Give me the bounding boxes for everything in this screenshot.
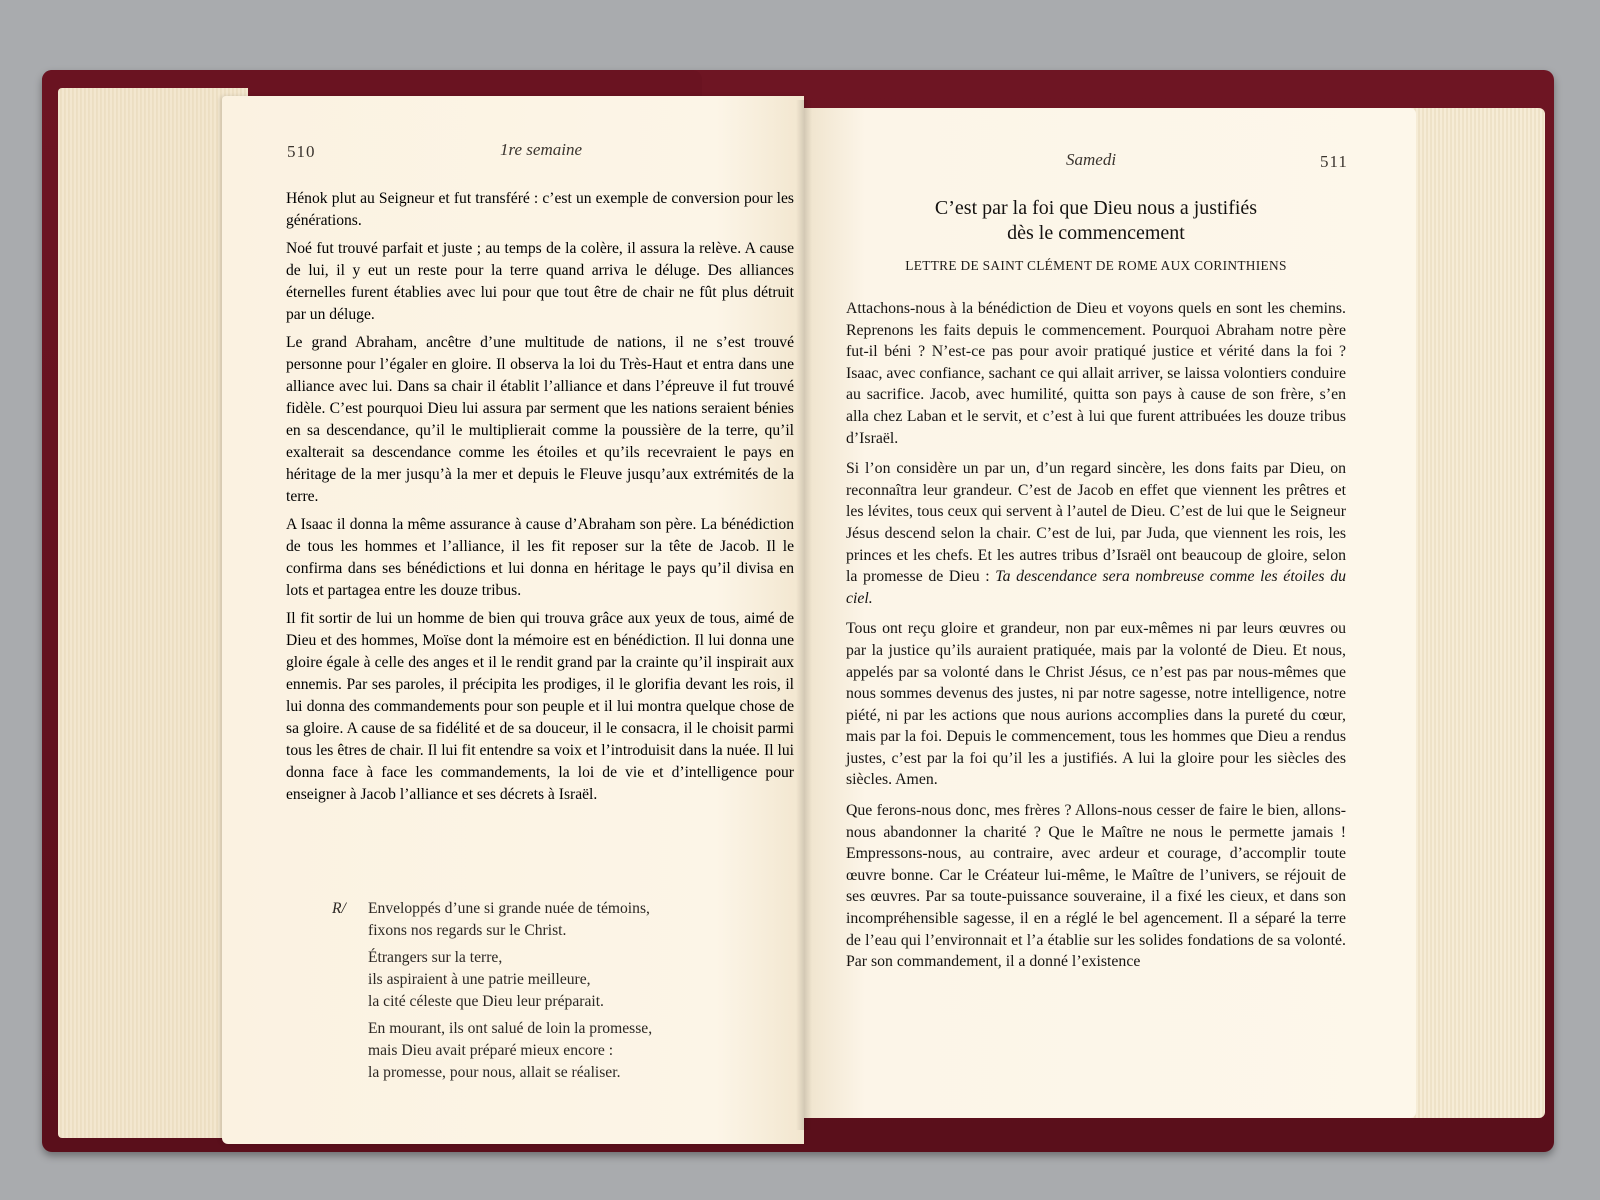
- left-page-number: 510: [287, 142, 316, 161]
- left-page-text: [286, 188, 794, 812]
- right-page-text: [846, 298, 1346, 982]
- responsory-line: mais Dieu avait préparé mieux encore :: [368, 1042, 614, 1059]
- paragraph: Il fit sortir de lui un homme de bien qui trouva grâce aux yeux de tous, aimé de Dieu et des hommes, Moïse dont la mémoire est en bénédiction. Il lui donna une gloire égale à celle des anges et il le rendit grand par la crainte qu’il inspirait aux ennemis. Par ses paroles, il précipita les prodiges, il le glorifia devant les rois, il lui donna des commandements pour son peuple et il lui montra quelque chose de sa gloire. A cause de sa fidélité et de sa douceur, il le consacra, il le choisit parmi tous les êtres de chair. Il lui fit entendre sa voix et l’introduisit dans la nuée. Il lui donna face à face les commandements, la loi de vie et d’intelligence pour enseigner à Jacob l’alliance et ses décrets à Israël.: [286, 610, 794, 803]
- paragraph-text: Si l’on considère un par un, d’un regard sincère, les dons faits par Dieu, on reconnaîtra leur grandeur. C’est de Jacob en effet que viennent les prêtres et les lévites, tous ceux qui servent à l’autel de Dieu. C’est de lui que le Seigneur Jésus descend selon la chair. C’est de lui, par Juda, que viennent les rois, les princes et les chefs. Et les autres tribus d’Israël ont beaucoup de gloire, selon la promesse de Dieu :: [846, 460, 1346, 586]
- responsory-symbol: R/: [332, 900, 346, 917]
- book-gutter: [796, 100, 812, 1130]
- article-title: [846, 196, 1346, 246]
- responsory-line: Enveloppés d’une si grande nuée de témoins,: [368, 900, 650, 917]
- responsory-stanza: [368, 947, 772, 1013]
- paragraph: Hénok plut au Seigneur et fut transféré : c’est un exemple de conversion pour les générations.: [286, 190, 794, 229]
- page-edges-left: [58, 88, 248, 1138]
- article-title-line: C’est par la foi que Dieu nous a justifiés: [934, 197, 1258, 219]
- paragraph: Que ferons-nous donc, mes frères ? Allons-nous cesser de faire le bien, allons-nous abandonner la charité ? Que le Maître ne nous le permette jamais ! Empressons-nous, au contraire, avec ardeur et courage, d’accomplir toute œuvre bonne. Car le Créateur lui-même, le Maître de l’univers, se réjouit de ses œuvres. Par sa toute-puissance souveraine, il a fixé les cieux, et dans son incompréhensible sagesse, il en a réglé le bel agencement. Il a séparé la terre de l’eau qui l’environnait et l’a établie sur les solides fondations de sa volonté. Par son commandement, il a donné l’existence: [846, 802, 1346, 971]
- responsory-stanza: [368, 898, 772, 942]
- paragraph: Tous ont reçu gloire et grandeur, non par eux-mêmes ni par leurs œuvres ou par la justice qu’ils auraient pratiquée, mais par la volonté de Dieu. Et nous, appelés par sa volonté dans le Christ Jésus, ce n’est pas par nous-mêmes que nous sommes devenus des justes, ni par notre sagesse, notre intelligence, notre piété, ni par les actions que nous aurions accomplies dans la pureté du cœur, mais par la foi. Depuis le commencement, tous les hommes que Dieu a rendus justes, c’est par la foi qu’il les a justifiés. A lui la gloire pour les siècles des siècles. Amen.: [846, 620, 1346, 789]
- paragraph: [846, 458, 1346, 609]
- paragraph: Le grand Abraham, ancêtre d’une multitude de nations, il ne s’est trouvé personne pour l’égaler en gloire. Il observa la loi du Très-Haut et entra dans une alliance avec lui. Dans sa chair il établit l’alliance et dans l’épreuve il fut trouvé fidèle. C’est pourquoi Dieu lui assura par serment que les nations seraient bénies en sa descendance, qu’il le multiplierait comme la poussière de la terre, qu’il exalterait sa descendance comme les étoiles et qu’ils recevraient le pays en héritage de la mer jusqu’à la mer et depuis le Fleuve jusqu’aux extrémités de la terre.: [286, 334, 794, 505]
- paragraph: Attachons-nous à la bénédiction de Dieu et voyons quels en sont les chemins. Reprenons les faits depuis le commencement. Pourquoi Abraham notre père fut-il béni ? N’est-ce pas pour avoir pratiqué justice et vérité dans la foi ? Isaac, avec confiance, sachant ce qui allait arriver, se laissa volontiers conduire au sacrifice. Jacob, avec humilité, quitta son pays à cause de son frère, s’en alla chez Laban et le servit, et c’est à lui que furent attribuées les douze tribus d’Israël.: [846, 300, 1346, 447]
- responsory-line: fixons nos regards sur le Christ.: [368, 922, 567, 939]
- responsory-line: Étrangers sur la terre,: [368, 949, 503, 966]
- right-page-number: 511: [1320, 152, 1348, 171]
- responsory: [332, 898, 772, 1089]
- scripture-quote: Ta descendance sera nombreuse comme les étoiles du ciel.: [846, 568, 1346, 607]
- responsory-line: la cité céleste que Dieu leur préparait.: [368, 993, 604, 1010]
- article-title-line: dès le commencement: [1007, 222, 1185, 244]
- page-edges-right: [1400, 108, 1545, 1118]
- responsory-line: En mourant, ils ont salué de loin la promesse,: [368, 1020, 653, 1037]
- paragraph: Noé fut trouvé parfait et juste ; au temps de la colère, il assura la relève. A cause de lui, il y eut un reste pour la terre quand arriva le déluge. Des alliances éternelles furent établies avec lui pour que tout être de chair ne fût plus détruit par un déluge.: [286, 240, 794, 323]
- source-attribution: LETTRE DE SAINT CLÉMENT DE ROME AUX CORINTHIENS: [905, 258, 1287, 273]
- responsory-line: la promesse, pour nous, allait se réaliser.: [368, 1064, 621, 1081]
- responsory-stanza: [368, 1018, 772, 1084]
- left-running-title: 1re semaine: [500, 140, 582, 159]
- paragraph: A Isaac il donna la même assurance à cause d’Abraham son père. La bénédiction de tous les hommes et l’alliance, il les fit reposer sur la tête de Jacob. Il le confirma dans ses bénédictions et lui donna en héritage le pays qu’il divisa en lots et partagea entre les douze tribus.: [286, 516, 794, 599]
- responsory-line: ils aspiraient à une patrie meilleure,: [368, 971, 591, 988]
- right-running-title: Samedi: [1066, 150, 1117, 169]
